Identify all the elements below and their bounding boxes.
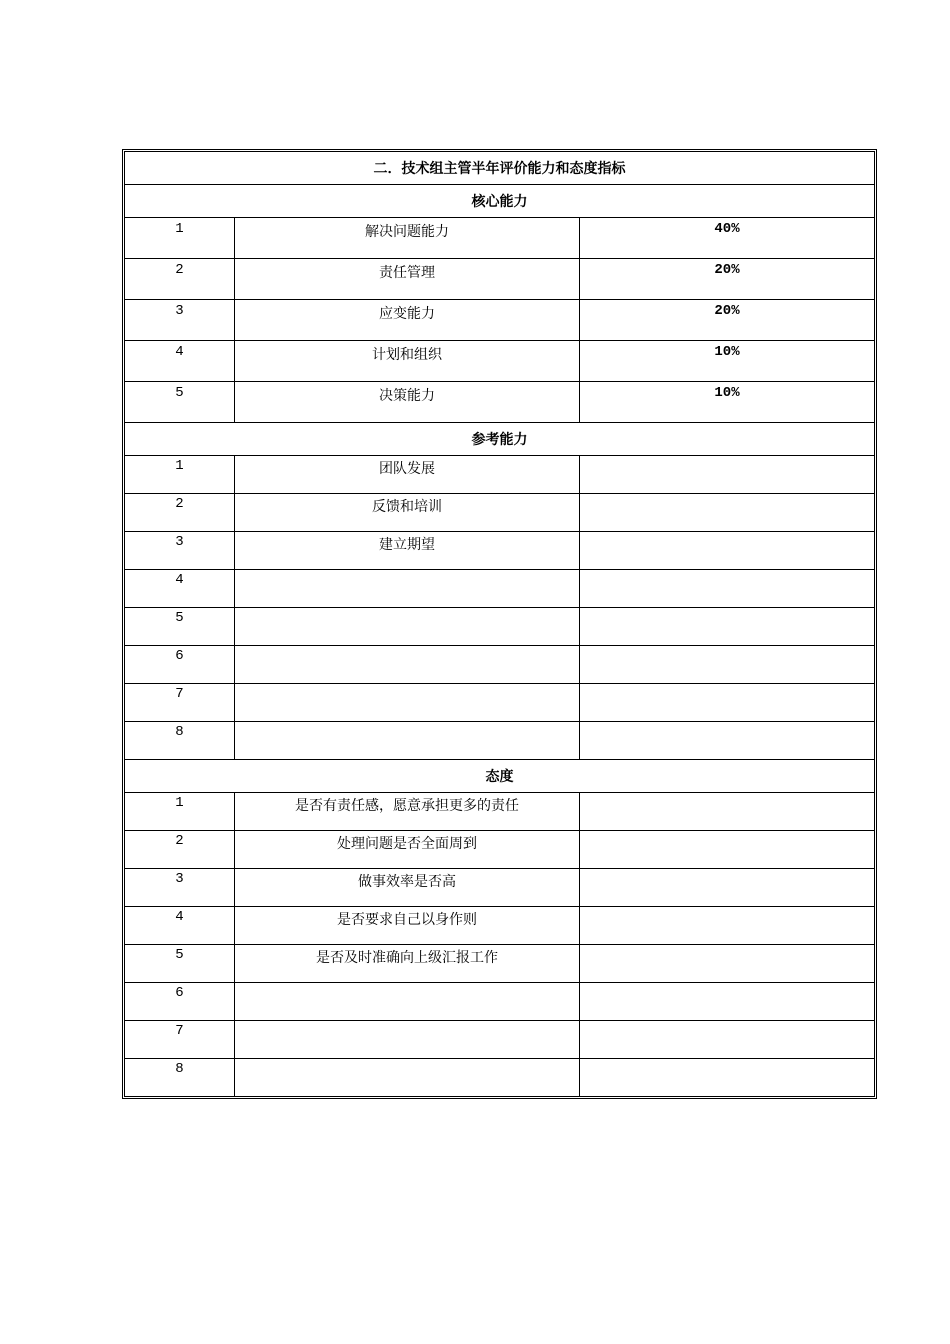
section-heading: 参考能力	[125, 423, 875, 456]
table-row	[125, 218, 875, 259]
row-number: 2	[125, 259, 235, 300]
table-row	[125, 793, 875, 831]
section-heading: 核心能力	[125, 185, 875, 218]
table-title: 二．技术组主管半年评价能力和态度指标	[125, 152, 875, 185]
row-number: 4	[125, 907, 235, 945]
row-item: 计划和组织	[235, 341, 580, 382]
row-item	[235, 608, 580, 646]
table-row	[125, 494, 875, 532]
row-weight: 20%	[580, 300, 875, 341]
row-weight	[580, 608, 875, 646]
table-row	[125, 684, 875, 722]
table-row	[125, 945, 875, 983]
row-weight	[580, 1021, 875, 1059]
row-weight	[580, 684, 875, 722]
row-item: 做事效率是否高	[235, 869, 580, 907]
row-weight	[580, 983, 875, 1021]
row-weight	[580, 793, 875, 831]
row-item: 反馈和培训	[235, 494, 580, 532]
table-row	[125, 869, 875, 907]
row-item	[235, 684, 580, 722]
row-number: 8	[125, 1059, 235, 1097]
row-number: 1	[125, 793, 235, 831]
table-row	[125, 608, 875, 646]
row-item	[235, 983, 580, 1021]
table-row	[125, 1021, 875, 1059]
row-weight	[580, 831, 875, 869]
row-item: 是否要求自己以身作则	[235, 907, 580, 945]
table-row	[125, 382, 875, 423]
table-row	[125, 300, 875, 341]
table-row	[125, 456, 875, 494]
row-item: 解决问题能力	[235, 218, 580, 259]
table-row	[125, 646, 875, 684]
row-number: 4	[125, 341, 235, 382]
row-number: 5	[125, 945, 235, 983]
row-number: 6	[125, 983, 235, 1021]
row-number: 5	[125, 382, 235, 423]
row-item: 建立期望	[235, 532, 580, 570]
row-number: 1	[125, 218, 235, 259]
row-item	[235, 570, 580, 608]
row-item: 决策能力	[235, 382, 580, 423]
row-item	[235, 722, 580, 760]
row-item: 团队发展	[235, 456, 580, 494]
row-number: 7	[125, 684, 235, 722]
table-row	[125, 532, 875, 570]
row-number: 7	[125, 1021, 235, 1059]
row-number: 4	[125, 570, 235, 608]
section-heading: 态度	[125, 760, 875, 793]
evaluation-table-body	[125, 152, 875, 1097]
row-item: 处理问题是否全面周到	[235, 831, 580, 869]
row-number: 3	[125, 300, 235, 341]
row-number: 3	[125, 532, 235, 570]
row-weight	[580, 532, 875, 570]
row-number: 3	[125, 869, 235, 907]
row-item: 是否及时准确向上级汇报工作	[235, 945, 580, 983]
table-row	[125, 259, 875, 300]
row-number: 1	[125, 456, 235, 494]
row-number: 6	[125, 646, 235, 684]
row-weight	[580, 494, 875, 532]
table-row	[125, 907, 875, 945]
table-row	[125, 341, 875, 382]
row-item	[235, 1059, 580, 1097]
row-weight: 40%	[580, 218, 875, 259]
row-weight	[580, 722, 875, 760]
row-item	[235, 646, 580, 684]
section-heading-row	[125, 760, 875, 793]
row-number: 2	[125, 831, 235, 869]
section-heading-row	[125, 185, 875, 218]
row-weight	[580, 1059, 875, 1097]
row-item: 应变能力	[235, 300, 580, 341]
evaluation-sheet	[124, 151, 874, 1097]
row-weight	[580, 646, 875, 684]
row-weight	[580, 456, 875, 494]
table-row	[125, 831, 875, 869]
table-row	[125, 570, 875, 608]
row-number: 5	[125, 608, 235, 646]
row-weight: 10%	[580, 341, 875, 382]
row-weight	[580, 907, 875, 945]
row-item	[235, 1021, 580, 1059]
row-weight	[580, 869, 875, 907]
row-number: 8	[125, 722, 235, 760]
evaluation-table	[124, 151, 875, 1097]
row-weight	[580, 945, 875, 983]
row-weight	[580, 570, 875, 608]
row-item: 是否有责任感，愿意承担更多的责任	[235, 793, 580, 831]
table-row	[125, 983, 875, 1021]
section-heading-row	[125, 423, 875, 456]
table-row	[125, 722, 875, 760]
row-item: 责任管理	[235, 259, 580, 300]
row-weight: 10%	[580, 382, 875, 423]
table-row	[125, 1059, 875, 1097]
title-row	[125, 152, 875, 185]
row-number: 2	[125, 494, 235, 532]
row-weight: 20%	[580, 259, 875, 300]
